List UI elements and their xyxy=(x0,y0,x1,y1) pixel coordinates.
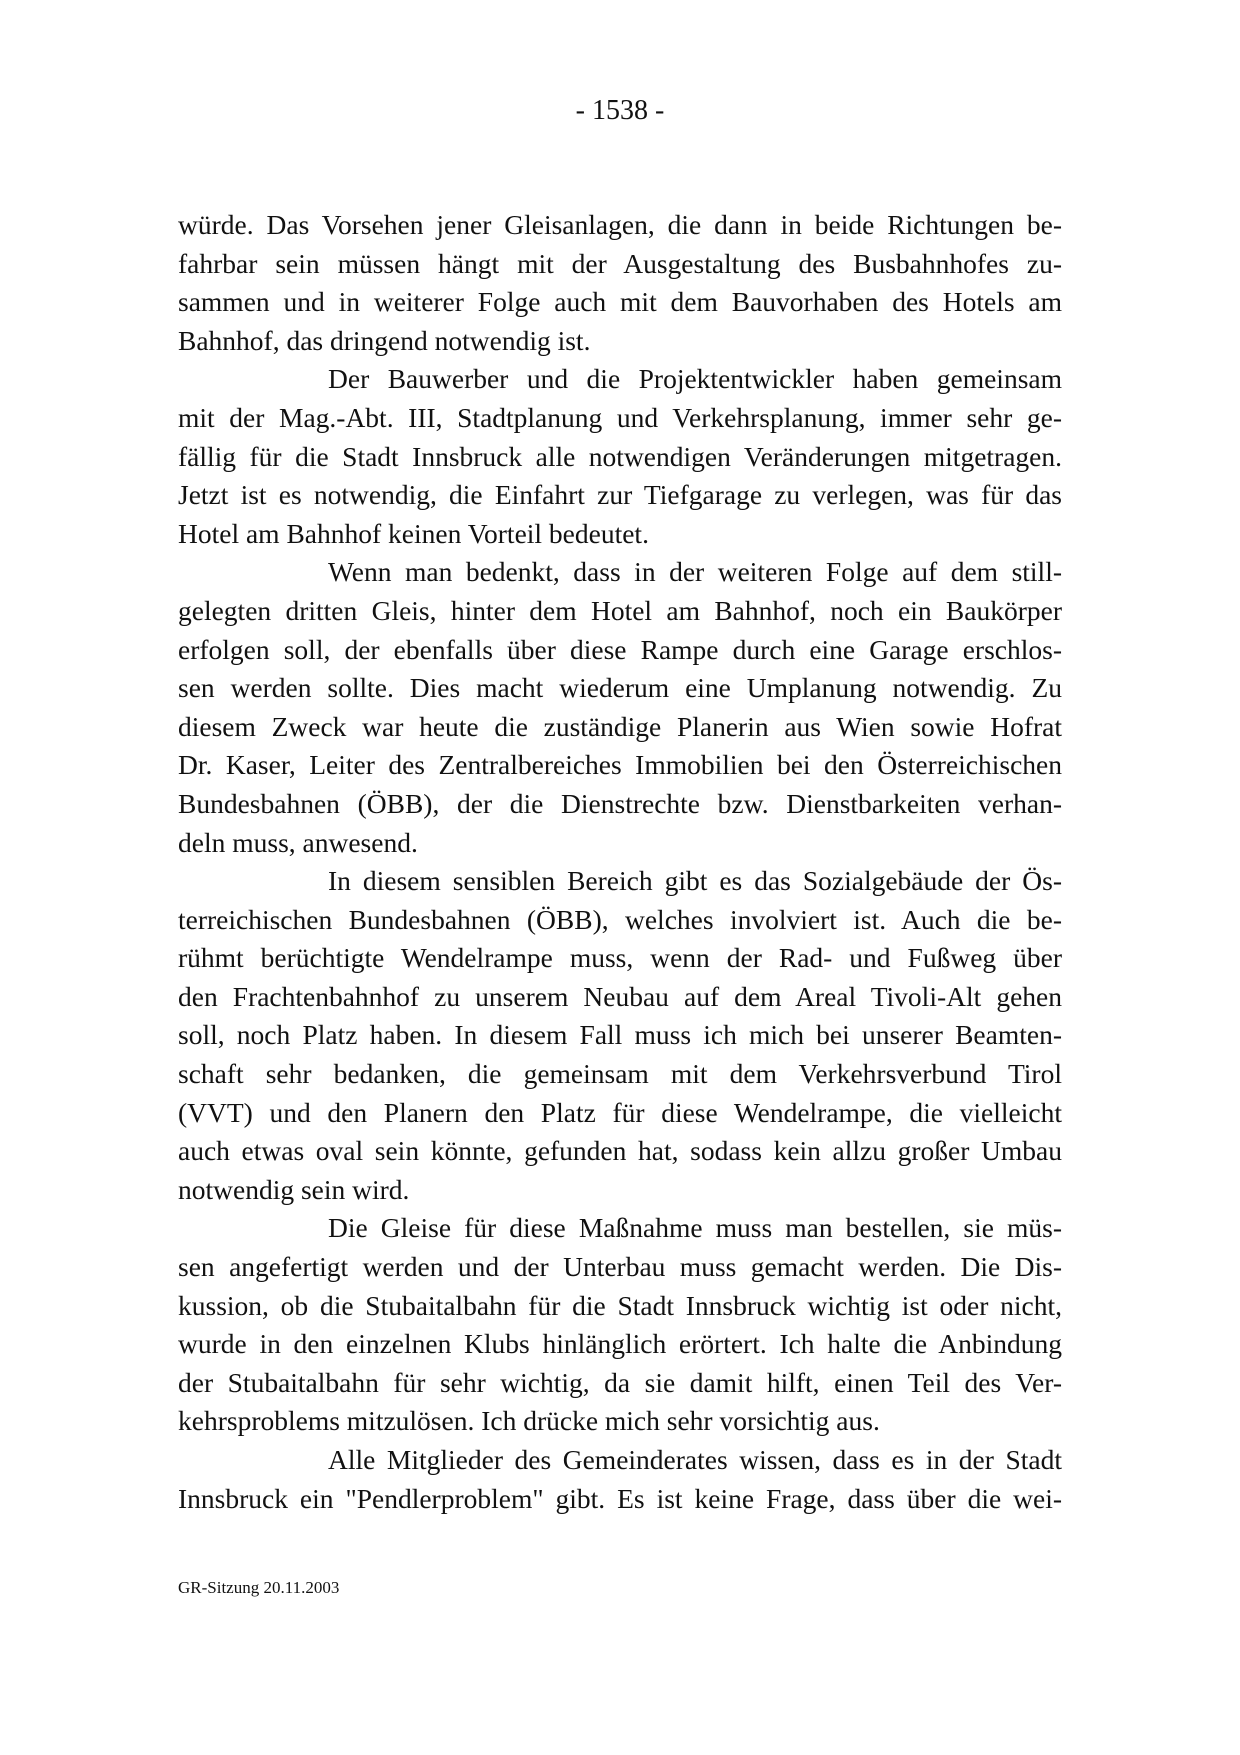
text-line: der Stubaitalbahn für sehr wichtig, da sie damit hilft, einen Teil des Ver- xyxy=(178,1366,1062,1398)
text-line: Dr. Kaser, Leiter des Zentralbereiches Immobilien bei den Österreichischen xyxy=(178,749,1062,781)
text-line: schaft sehr bedanken, die gemeinsam mit dem Verkehrsverbund Tirol xyxy=(178,1058,1062,1090)
text-line: würde. Das Vorsehen jener Gleisanlagen, die dann in beide Richtungen be- xyxy=(178,209,1062,240)
page-number: - 1538 - xyxy=(575,95,665,126)
text-line: sen werden sollte. Dies macht wiederum eine Umplanung notwendig. Zu xyxy=(178,672,1062,704)
text-line: rühmt berüchtigte Wendelrampe muss, wenn der Rad- und Fußweg über xyxy=(178,942,1062,974)
text-line: gelegten dritten Gleis, hinter dem Hotel am Bahnhof, noch ein Baukörper xyxy=(178,594,1062,626)
text-line: den Frachtenbahnhof zu unserem Neubau auf dem Areal Tivoli-Alt gehen xyxy=(178,980,1062,1012)
text-line: (VVT) und den Planern den Platz für diese Wendelrampe, die vielleicht xyxy=(178,1096,1062,1128)
text-line: soll, noch Platz haben. In diesem Fall muss ich mich bei unserer Beamten- xyxy=(178,1019,1062,1051)
text-line: Die Gleise für diese Maßnahme muss man bestellen, sie müs- xyxy=(328,1212,1062,1244)
text-line: In diesem sensiblen Bereich gibt es das Sozialgebäude der Ös- xyxy=(328,865,1062,897)
text-line: terreichischen Bundesbahnen (ÖBB), welches involviert ist. Auch die be- xyxy=(178,903,1062,935)
text-line: Hotel am Bahnhof keinen Vorteil bedeutet. xyxy=(178,517,649,549)
text-line: sammen und in weiterer Folge auch mit dem Bauvorhaben des Hotels am xyxy=(178,286,1062,318)
text-line: wurde in den einzelnen Klubs hinlänglich erörtert. Ich halte die Anbindung xyxy=(178,1328,1062,1360)
paragraph xyxy=(178,1441,1062,1518)
paragraph xyxy=(178,553,1062,862)
text-line: Innsbruck ein "Pendlerproblem" gibt. Es ist keine Frage, dass über die wei- xyxy=(178,1482,1062,1514)
paragraph xyxy=(178,862,1062,1209)
text-line: Bahnhof, das dringend notwendig ist. xyxy=(178,324,591,356)
text-line: fällig für die Stadt Innsbruck alle notwendigen Veränderungen mitgetragen. xyxy=(178,440,1062,472)
text-line: Wenn man bedenkt, dass in der weiteren Folge auf dem still- xyxy=(328,556,1062,588)
text-line: Alle Mitglieder des Gemeinderates wissen, dass es in der Stadt xyxy=(328,1444,1062,1475)
text-line: Jetzt ist es notwendig, die Einfahrt zur Tiefgarage zu verlegen, was für das xyxy=(178,479,1062,511)
text-line: diesem Zweck war heute die zuständige Planerin aus Wien sowie Hofrat xyxy=(178,710,1062,742)
text-line: erfolgen soll, der ebenfalls über diese Rampe durch eine Garage erschlos- xyxy=(178,633,1062,665)
body-text xyxy=(178,206,1062,1518)
text-line: Bundesbahnen (ÖBB), der die Dienstrechte bzw. Dienstbarkeiten verhan- xyxy=(178,787,1062,819)
paragraph xyxy=(178,206,1062,360)
text-line: mit der Mag.-Abt. III, Stadtplanung und Verkehrsplanung, immer sehr ge- xyxy=(178,401,1062,433)
paragraph xyxy=(178,360,1062,553)
text-line: fahrbar sein müssen hängt mit der Ausgestaltung des Busbahnhofes zu- xyxy=(178,247,1062,279)
text-line: kussion, ob die Stubaitalbahn für die Stadt Innsbruck wichtig ist oder nicht, xyxy=(178,1289,1062,1321)
text-line: notwendig sein wird. xyxy=(178,1173,410,1205)
text-line: Der Bauwerber und die Projektentwickler haben gemeinsam xyxy=(328,363,1062,395)
text-line: auch etwas oval sein könnte, gefunden hat, sodass kein allzu großer Umbau xyxy=(178,1135,1062,1167)
text-line: sen angefertigt werden und der Unterbau muss gemacht werden. Die Dis- xyxy=(178,1251,1062,1283)
footer-session-date: GR-Sitzung 20.11.2003 xyxy=(178,1578,340,1597)
text-line: kehrsproblems mitzulösen. Ich drücke mich sehr vorsichtig aus. xyxy=(178,1405,880,1437)
text-line: deln muss, anwesend. xyxy=(178,826,418,858)
paragraph xyxy=(178,1209,1062,1441)
